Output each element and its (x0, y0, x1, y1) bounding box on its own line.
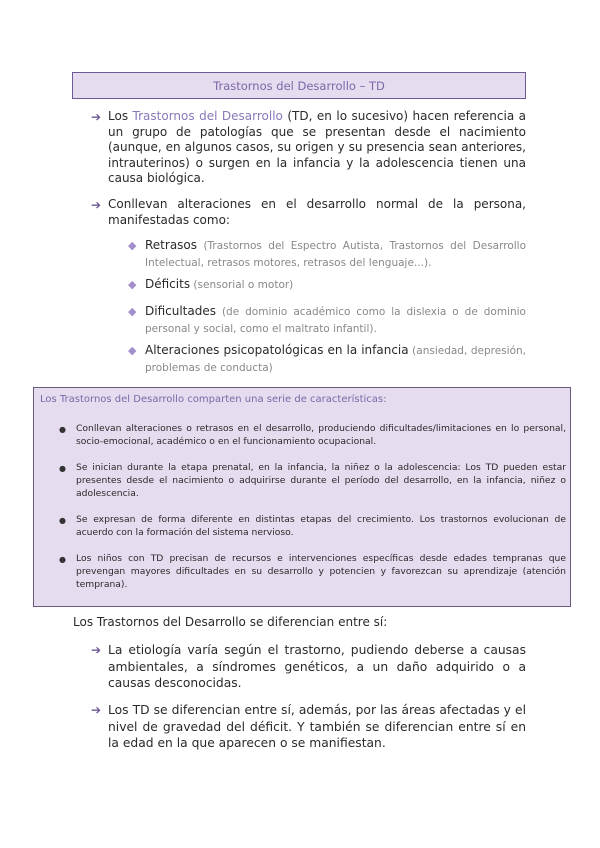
subitem-detail: (Trastornos del Espectro Autista, Trastornos del Desarrollo Intelectual, retrasos motores, retrasos del lenguaje...). (145, 240, 526, 269)
intro-1-highlight: Trastornos del Desarrollo (132, 109, 283, 123)
arrow-right-icon: ➔ (91, 110, 102, 124)
subitem-retrasos (145, 238, 526, 271)
intro-paragraph-1 (108, 109, 526, 187)
bullet-dot-icon: ● (59, 425, 66, 434)
section2-item-2: Los TD se diferencian entre sí, además, por las áreas afectadas y el nivel de gravedad del déficit. Y también se diferencian entre sí en la edad en la que aparecen o se manifiestan. (108, 703, 526, 750)
subitem-alteraciones (145, 343, 526, 376)
diamond-bullet-icon: ◆ (128, 278, 137, 291)
arrow-right-icon: ➔ (91, 198, 102, 212)
section2-heading: Los Trastornos del Desarrollo se diferencian entre sí: (73, 615, 388, 629)
subitem-head: Retrasos (145, 238, 198, 252)
characteristics-box (33, 387, 571, 607)
subitem-dificultades (145, 304, 526, 337)
subitem-detail: (sensorial o motor) (190, 279, 294, 291)
subitem-head: Déficits (145, 277, 191, 291)
characteristic-item: Se expresan de forma diferente en distintas etapas del crecimiento. Los trastornos evolucionan de acuerdo con la formación del sistema nervioso. (76, 514, 566, 538)
bullet-dot-icon: ● (59, 464, 66, 473)
characteristic-item: Los niños con TD precisan de recursos e intervenciones específicas desde edades tempranas que prevengan mayores dificultades en su desarrollo y potencien y favorezcan su aprendizaje (atención temprana). (76, 553, 566, 590)
characteristic-item: Se inician durante la etapa prenatal, en la infancia, la niñez o la adolescencia: Los TD pueden estar presentes desde el nacimiento o adquirirse durante el período del desarrollo, en la infancia, niñez o adolescencia. (76, 462, 566, 499)
bullet-dot-icon: ● (59, 516, 66, 525)
arrow-right-icon: ➔ (91, 703, 102, 717)
subitem-head: Dificultades (145, 304, 216, 318)
page-title-box (72, 72, 526, 99)
subitem-detail: (ansiedad, depresión, problemas de conducta) (145, 345, 527, 374)
intro-1-rest: (TD, en lo sucesivo) hacen referencia a un grupo de patologías que se presentan desde el nacimiento (aunque, en algunos casos, su origen y su presencia sean anteriores, intrauterinos) o surgen en la infancia y la adolescencia tienen una causa biológica. (108, 109, 526, 185)
subitem-head: Alteraciones psicopatológicas en la infancia (145, 343, 409, 357)
arrow-right-icon: ➔ (91, 643, 102, 657)
diamond-bullet-icon: ◆ (128, 239, 137, 252)
section2-item-1: La etiología varía según el trastorno, pudiendo deberse a causas ambientales, a síndromes genéticos, a un daño adquirido o a causas desconocidas. (108, 643, 526, 690)
page-title: Trastornos del Desarrollo – TD (213, 78, 385, 93)
bullet-dot-icon: ● (59, 555, 66, 564)
diamond-bullet-icon: ◆ (128, 305, 137, 318)
intro-1-prefix: Los (108, 109, 133, 123)
intro-paragraph-2: Conllevan alteraciones en el desarrollo normal de la persona, manifestadas como: (108, 197, 526, 227)
diamond-bullet-icon: ◆ (128, 344, 137, 357)
subitem-deficits (145, 277, 526, 294)
characteristics-title: Los Trastornos del Desarrollo comparten una serie de características: (40, 394, 387, 405)
subitem-detail: (de dominio académico como la dislexia o de dominio personal y social, como el maltrato infantil). (145, 306, 526, 335)
characteristic-item: Conllevan alteraciones o retrasos en el desarrollo, produciendo dificultades/limitaciones en lo personal, socio-emocional, académico o en el funcionamiento ocupacional. (76, 423, 566, 447)
